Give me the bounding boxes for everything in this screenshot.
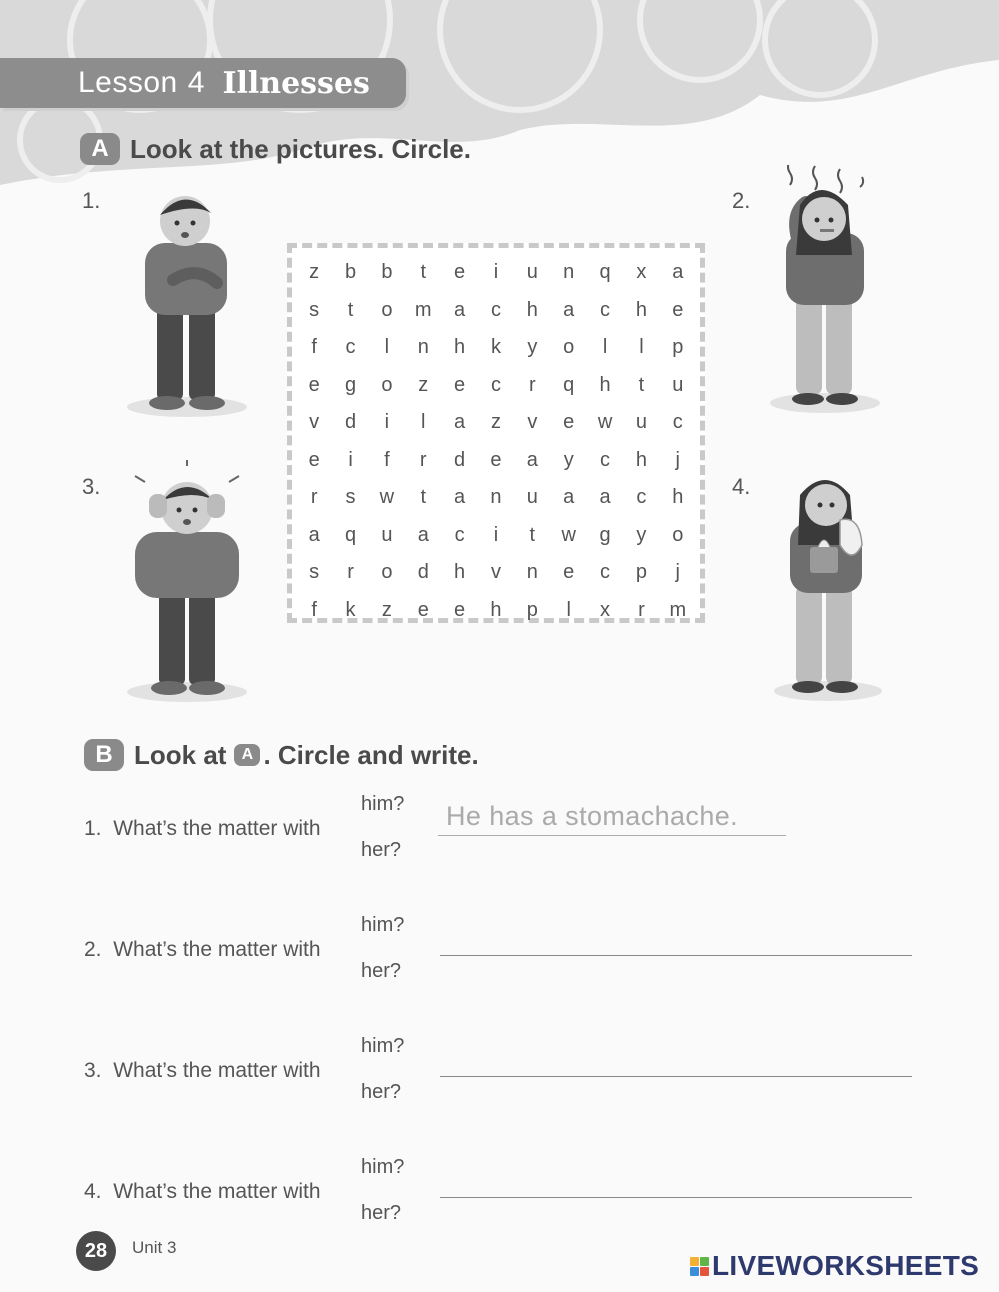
word-search-letter[interactable]: e bbox=[563, 411, 575, 434]
word-search-letter[interactable]: a bbox=[526, 448, 538, 471]
question-text: 4. What’s the matter with bbox=[84, 1180, 321, 1203]
word-search-letter[interactable]: c bbox=[600, 448, 611, 471]
word-search-letter[interactable]: k bbox=[345, 598, 356, 621]
word-search-letter[interactable]: l bbox=[384, 336, 390, 359]
word-search-row bbox=[296, 329, 696, 367]
lesson-number: 4 bbox=[187, 66, 205, 99]
word-search-row bbox=[296, 554, 696, 592]
word-search-letter[interactable]: a bbox=[454, 411, 466, 434]
word-search-letter[interactable]: t bbox=[420, 261, 427, 284]
word-search-letter[interactable]: n bbox=[526, 561, 538, 584]
word-search-letter[interactable]: q bbox=[563, 373, 575, 396]
word-search-letter[interactable]: p bbox=[672, 336, 684, 359]
word-search-letter[interactable]: z bbox=[418, 373, 429, 396]
word-search-letter[interactable]: i bbox=[384, 411, 390, 434]
word-search-letter[interactable]: z bbox=[381, 598, 392, 621]
word-search-letter[interactable]: r bbox=[347, 561, 354, 584]
word-search-letter[interactable]: e bbox=[672, 298, 684, 321]
word-search-letter[interactable]: p bbox=[526, 598, 538, 621]
word-search-letter[interactable]: u bbox=[672, 373, 684, 396]
word-search-letter[interactable]: c bbox=[490, 298, 501, 321]
boy-earache-illustration bbox=[125, 460, 255, 705]
word-search-letter[interactable]: o bbox=[381, 373, 393, 396]
lesson-label: Lesson bbox=[78, 66, 178, 99]
word-search-letter[interactable]: b bbox=[381, 261, 393, 284]
word-search-row bbox=[296, 254, 696, 292]
word-search-letter[interactable]: s bbox=[309, 298, 320, 321]
word-search-letter[interactable]: e bbox=[490, 448, 502, 471]
question-text: 2. What’s the matter with bbox=[84, 938, 321, 961]
word-search-letter[interactable]: s bbox=[309, 561, 320, 584]
question-row bbox=[0, 906, 999, 996]
answer-line[interactable] bbox=[440, 955, 912, 956]
word-search-letter[interactable]: b bbox=[344, 261, 357, 284]
word-search-grid bbox=[287, 243, 705, 623]
word-search-letter[interactable]: e bbox=[454, 261, 466, 284]
word-search-letter[interactable]: w bbox=[597, 411, 613, 434]
word-search-letter[interactable]: t bbox=[529, 523, 536, 546]
word-search-letter[interactable]: w bbox=[561, 523, 576, 546]
word-search-letter[interactable]: a bbox=[672, 261, 684, 284]
word-search-letter[interactable]: i bbox=[348, 448, 353, 471]
word-search-letter[interactable]: c bbox=[454, 523, 465, 546]
word-search-letter[interactable]: w bbox=[379, 486, 395, 509]
word-search-letter[interactable]: j bbox=[675, 448, 680, 471]
word-search-letter[interactable]: r bbox=[419, 448, 427, 471]
answer-line[interactable] bbox=[440, 1197, 912, 1198]
section-a-instruction: Look at the pictures. Circle. bbox=[130, 133, 471, 164]
word-search-letter[interactable]: c bbox=[490, 373, 501, 396]
word-search-letter[interactable]: o bbox=[381, 298, 393, 321]
unit-label: Unit 3 bbox=[132, 1238, 177, 1257]
word-search-letter[interactable]: c bbox=[636, 486, 647, 509]
word-search-letter[interactable]: l bbox=[602, 336, 608, 359]
lesson-banner bbox=[0, 58, 406, 108]
lesson-title: Illnesses bbox=[222, 65, 370, 101]
word-search-letter[interactable]: s bbox=[345, 486, 356, 509]
word-search-letter[interactable]: h bbox=[454, 336, 466, 359]
word-search-letter[interactable]: h bbox=[635, 448, 647, 471]
choice-her[interactable]: her? bbox=[361, 839, 402, 861]
word-search-letter[interactable]: a bbox=[563, 486, 575, 509]
word-search-letter[interactable]: e bbox=[454, 598, 466, 621]
word-search-letter[interactable]: p bbox=[635, 561, 647, 584]
word-search-letter[interactable]: d bbox=[417, 561, 429, 584]
word-search-letter[interactable]: x bbox=[600, 598, 611, 621]
word-search-letter[interactable]: m bbox=[414, 298, 432, 321]
word-search-letter[interactable]: a bbox=[454, 486, 466, 509]
section-b-instruction-pre: Look at bbox=[134, 739, 227, 770]
section-b-heading bbox=[84, 739, 479, 771]
choice-him[interactable]: him? bbox=[361, 1156, 405, 1178]
word-search-letter[interactable]: j bbox=[675, 561, 680, 584]
word-search-letter[interactable]: t bbox=[347, 298, 354, 321]
word-search-letter[interactable]: k bbox=[490, 336, 501, 359]
word-search-letter[interactable]: n bbox=[490, 486, 502, 509]
question-row bbox=[0, 1148, 999, 1238]
question-row bbox=[0, 1027, 999, 1117]
word-search-letter[interactable]: e bbox=[417, 598, 429, 621]
word-search-letter[interactable]: e bbox=[454, 373, 466, 396]
word-search-row bbox=[296, 442, 696, 480]
answer-line bbox=[438, 835, 786, 836]
word-search-letter[interactable]: d bbox=[454, 448, 466, 471]
word-search-letter[interactable]: h bbox=[526, 298, 538, 321]
word-search-letter[interactable]: h bbox=[635, 298, 647, 321]
question-text: 1. What’s the matter with bbox=[84, 817, 321, 840]
word-search-letter[interactable]: n bbox=[563, 261, 575, 284]
word-search-row bbox=[296, 292, 696, 330]
word-search-letter[interactable]: r bbox=[529, 373, 536, 396]
word-search-letter[interactable]: y bbox=[636, 523, 647, 546]
word-search-letter[interactable]: l bbox=[421, 411, 426, 434]
word-search-letter[interactable]: f bbox=[311, 598, 317, 621]
answer-line[interactable] bbox=[440, 1076, 912, 1077]
word-search-letter[interactable]: u bbox=[526, 486, 538, 509]
section-b-instruction-post: . Circle and write. bbox=[263, 739, 479, 770]
page-number: 28 bbox=[76, 1231, 116, 1271]
word-search-letter[interactable]: m bbox=[669, 598, 687, 621]
liveworksheets-logo bbox=[690, 1250, 979, 1282]
liveworksheets-logo-icon bbox=[690, 1257, 709, 1276]
word-search-letter[interactable]: a bbox=[308, 523, 320, 546]
word-search-letter[interactable]: o bbox=[563, 336, 575, 359]
question-row bbox=[0, 785, 999, 875]
answer-text[interactable]: He has a stomachache. bbox=[446, 801, 739, 831]
word-search-row bbox=[296, 367, 696, 405]
section-b-reference-badge: A bbox=[234, 744, 260, 766]
choice-her[interactable]: her? bbox=[361, 1202, 402, 1224]
word-search-letter[interactable]: h bbox=[672, 486, 684, 509]
word-search-letter[interactable]: a bbox=[599, 486, 611, 509]
word-search-letter[interactable]: c bbox=[600, 298, 611, 321]
word-search-letter[interactable]: u bbox=[635, 411, 647, 434]
word-search-letter[interactable]: e bbox=[308, 448, 320, 471]
word-search-letter[interactable]: a bbox=[454, 298, 466, 321]
picture-number-2: 2. bbox=[732, 188, 751, 213]
section-a-badge: A bbox=[80, 133, 120, 165]
word-search-row bbox=[296, 517, 696, 555]
word-search-letter[interactable]: a bbox=[563, 298, 575, 321]
word-search-letter[interactable]: c bbox=[600, 561, 611, 584]
word-search-letter[interactable]: u bbox=[526, 261, 538, 284]
word-search-letter[interactable]: y bbox=[527, 336, 538, 359]
word-search-letter[interactable]: f bbox=[384, 448, 390, 471]
word-search-letter[interactable]: l bbox=[639, 336, 644, 359]
word-search-letter[interactable]: v bbox=[490, 561, 501, 584]
section-a-heading bbox=[80, 133, 471, 165]
word-search-letter[interactable]: g bbox=[599, 523, 611, 546]
word-search-letter[interactable]: h bbox=[599, 373, 611, 396]
word-search-letter[interactable]: h bbox=[454, 561, 466, 584]
word-search-letter[interactable]: r bbox=[638, 598, 645, 621]
word-search-letter[interactable]: u bbox=[381, 523, 393, 546]
picture-number-1: 1. bbox=[82, 188, 101, 213]
word-search-letter[interactable]: i bbox=[493, 523, 499, 546]
choice-her[interactable]: her? bbox=[361, 1081, 402, 1103]
word-search-letter[interactable]: q bbox=[344, 523, 357, 546]
girl-cold-illustration bbox=[770, 465, 890, 705]
picture-number-3: 3. bbox=[82, 474, 101, 499]
word-search-letter[interactable]: g bbox=[344, 373, 357, 396]
word-search-letter[interactable]: e bbox=[308, 373, 320, 396]
choice-him[interactable]: him? bbox=[361, 914, 405, 936]
word-search-letter[interactable]: r bbox=[310, 486, 318, 509]
word-search-letter[interactable]: f bbox=[311, 336, 317, 359]
word-search-letter[interactable]: o bbox=[381, 561, 393, 584]
choice-him[interactable]: him? bbox=[361, 793, 405, 815]
question-text: 3. What’s the matter with bbox=[84, 1059, 321, 1082]
word-search-letter[interactable]: z bbox=[309, 261, 320, 284]
word-search-letter[interactable]: q bbox=[599, 261, 611, 284]
word-search-letter[interactable]: x bbox=[636, 261, 647, 284]
word-search-letter[interactable]: a bbox=[417, 523, 429, 546]
word-search-row bbox=[296, 404, 696, 442]
word-search-letter[interactable]: t bbox=[638, 373, 645, 396]
choice-him[interactable]: him? bbox=[361, 1035, 405, 1057]
word-search-letter[interactable]: y bbox=[563, 448, 574, 471]
girl-headache-illustration bbox=[760, 165, 890, 415]
word-search-letter[interactable]: v bbox=[527, 411, 538, 434]
word-search-letter[interactable]: c bbox=[345, 336, 356, 359]
word-search-letter[interactable]: o bbox=[672, 523, 684, 546]
word-search-letter[interactable]: i bbox=[493, 261, 499, 284]
choice-her[interactable]: her? bbox=[361, 960, 402, 982]
boy-stomachache-illustration bbox=[125, 185, 255, 420]
section-b-badge: B bbox=[84, 739, 124, 771]
word-search-letter[interactable]: d bbox=[344, 411, 357, 434]
word-search-row bbox=[296, 592, 696, 630]
word-search-letter[interactable]: l bbox=[566, 598, 571, 621]
word-search-letter[interactable]: n bbox=[417, 336, 429, 359]
liveworksheets-brand: LIVEWORKSHEETS bbox=[712, 1250, 980, 1281]
picture-number-4: 4. bbox=[732, 474, 751, 499]
word-search-letter[interactable]: h bbox=[490, 598, 502, 621]
word-search-row bbox=[296, 479, 696, 517]
word-search-letter[interactable]: c bbox=[672, 411, 683, 434]
word-search-letter[interactable]: z bbox=[490, 411, 501, 434]
word-search-letter[interactable]: e bbox=[563, 561, 575, 584]
word-search-letter[interactable]: t bbox=[420, 486, 427, 509]
word-search-letter[interactable]: v bbox=[309, 411, 320, 434]
